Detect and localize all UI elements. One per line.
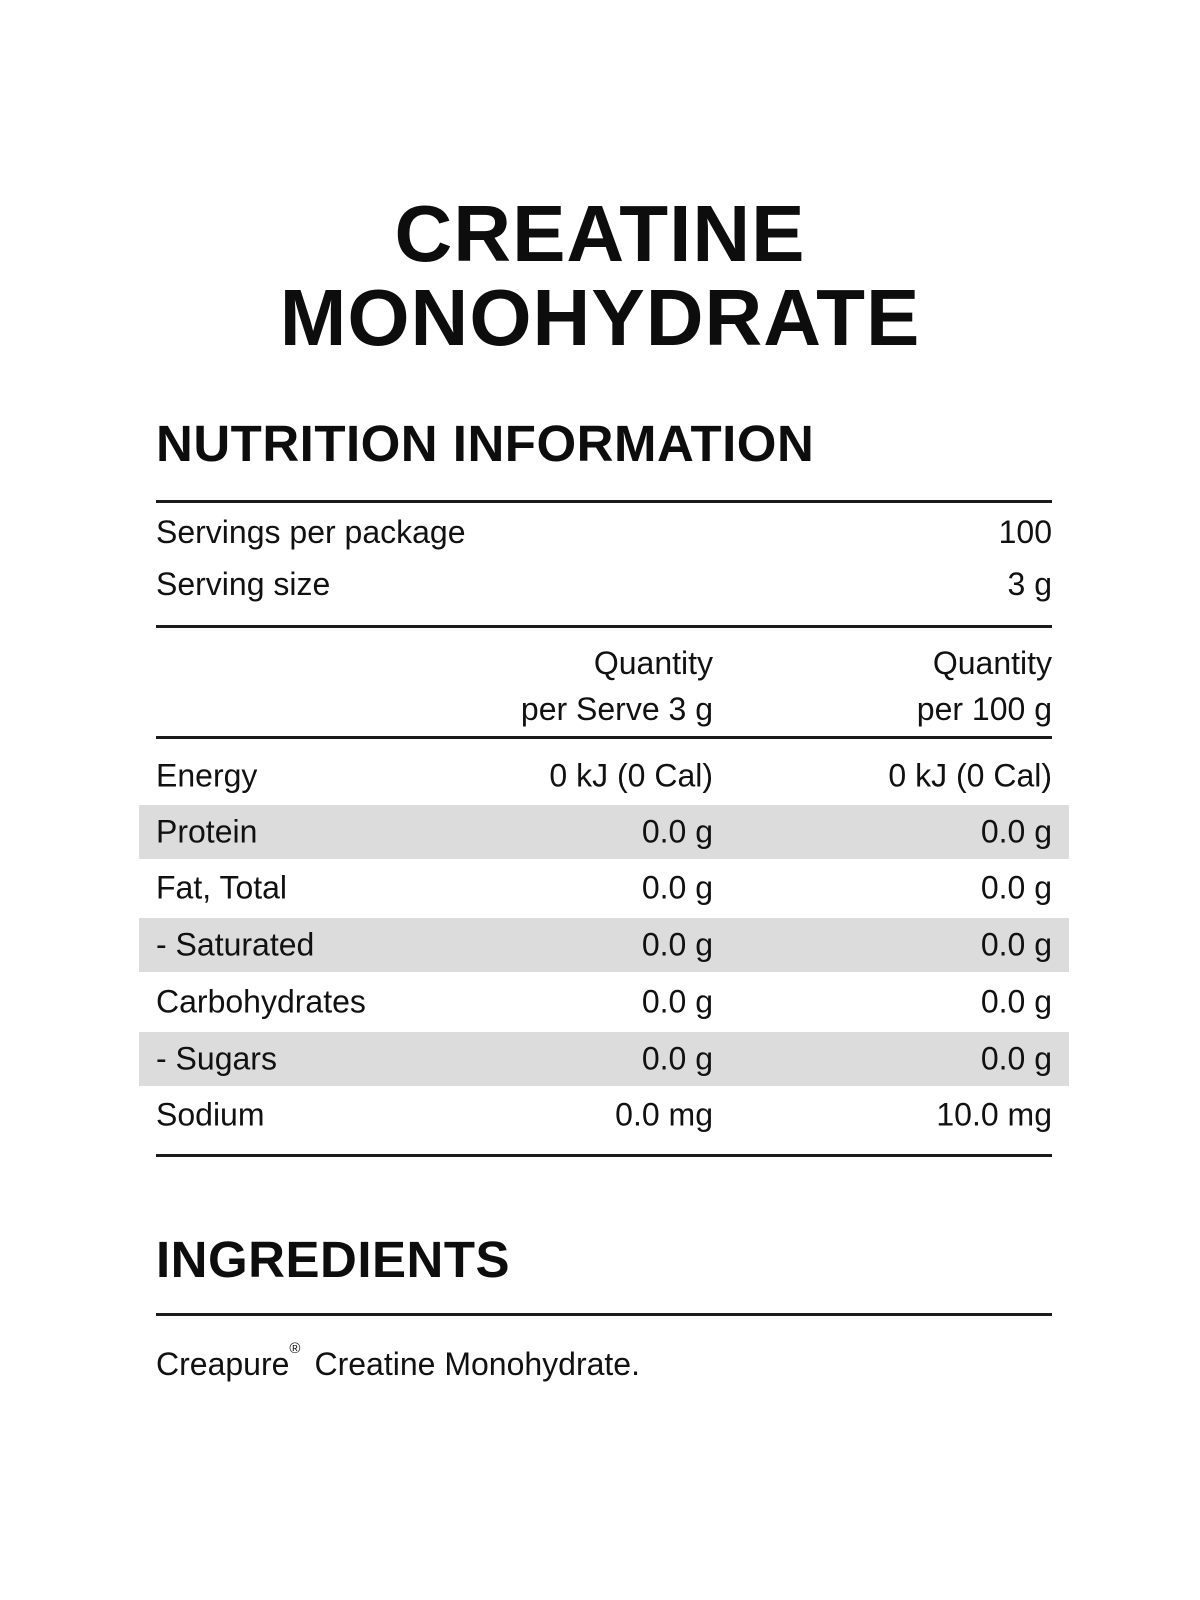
nutrient-label: Protein [156,813,258,850]
per-100g-value: 0.0 g [980,869,1052,906]
per-serve-header-line1: Quantity [593,645,713,681]
nutrient-label: Carbohydrates [156,983,366,1020]
servings-per-package-value: 100 [998,514,1052,550]
per-100g-value: 10.0 mg [936,1096,1052,1133]
ingredients-heading: INGREDIENTS [156,1231,511,1288]
nutrient-label: Energy [156,757,258,794]
per-serve-value: 0.0 g [641,1040,713,1077]
product-title-line2: MONOHYDRATE [279,273,921,362]
product-title-line1: CREATINE [394,189,806,278]
nutrient-label: Fat, Total [156,869,288,906]
table-row [139,918,1069,972]
servings-per-package-row [156,514,1052,560]
table-row [139,1088,1069,1142]
nutrition-heading: NUTRITION INFORMATION [156,415,815,472]
ingredients-text [156,1340,640,1383]
nutrition-top-rule [156,500,1052,503]
nutrient-label: Sodium [156,1096,265,1133]
per-serve-header-line2: per Serve 3 g [520,691,713,727]
registered-mark: ® [289,1340,301,1357]
per-serve-column-header [521,640,713,732]
per-100g-header-line1: Quantity [932,645,1052,681]
per-100g-header-line2: per 100 g [916,691,1052,727]
per-serve-value: 0.0 g [641,983,713,1020]
table-row [139,805,1069,859]
servings-per-package-label: Servings per package [156,514,466,550]
per-serve-value: 0.0 g [641,869,713,906]
per-100g-value: 0.0 g [980,983,1052,1020]
per-serve-value: 0.0 g [641,813,713,850]
per-100g-value: 0.0 g [980,1040,1052,1077]
ingredient-name: Creatine Monohydrate. [314,1346,640,1382]
table-row [139,1032,1069,1086]
per-serve-value: 0 kJ (0 Cal) [549,757,713,794]
table-row [139,749,1069,803]
table-row [139,975,1069,1029]
table-header-rule [156,736,1052,739]
per-serve-value: 0.0 mg [615,1096,713,1133]
serving-size-value: 3 g [1007,566,1052,602]
nutrient-label: - Saturated [156,926,315,963]
per-100g-column-header [917,640,1052,732]
serving-info-rule [156,625,1052,628]
table-row [139,861,1069,915]
per-100g-value: 0.0 g [980,813,1052,850]
table-bottom-rule [156,1154,1052,1157]
ingredient-brand: Creapure [156,1346,290,1382]
product-title [0,189,1200,362]
per-100g-value: 0.0 g [980,926,1052,963]
serving-size-label: Serving size [156,566,331,602]
nutrient-label: - Sugars [156,1040,277,1077]
serving-size-row [156,566,1052,612]
per-100g-value: 0 kJ (0 Cal) [888,757,1052,794]
per-serve-value: 0.0 g [641,926,713,963]
ingredients-rule [156,1313,1052,1316]
